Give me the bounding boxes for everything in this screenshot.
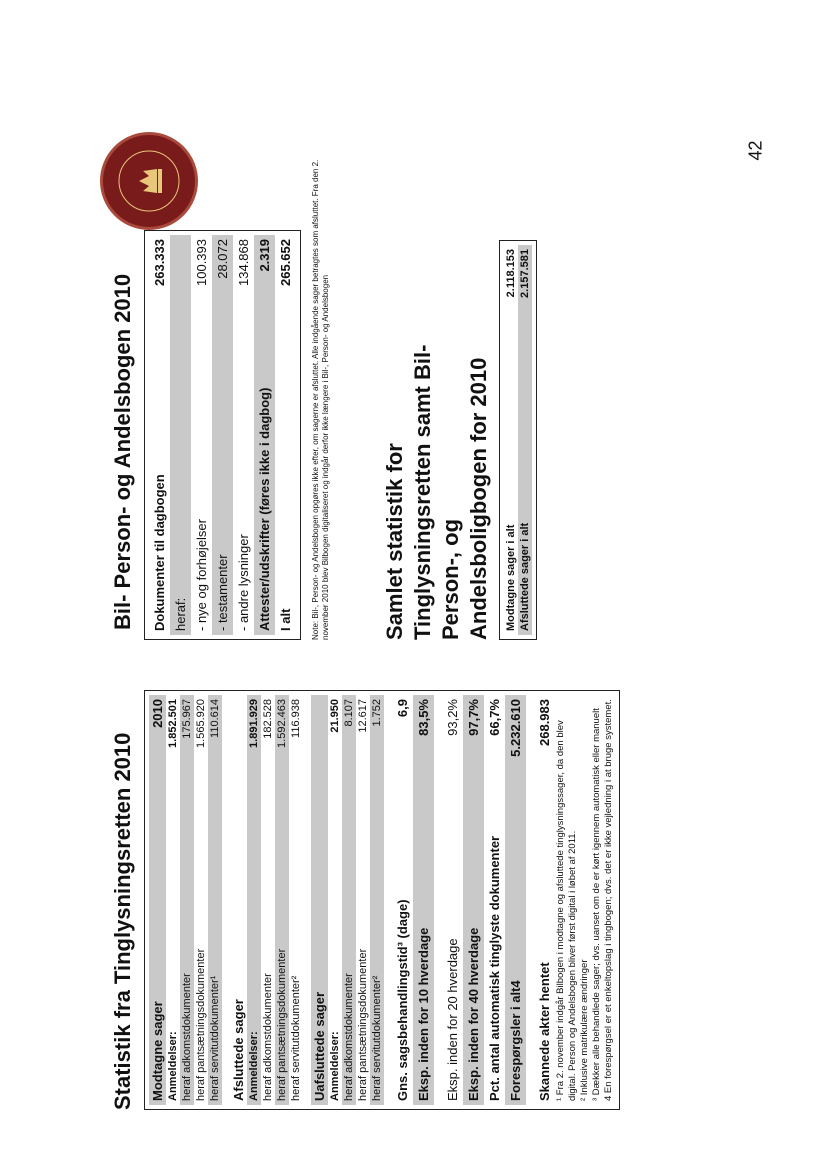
row-label: heraf pantsætningsdokumenter — [195, 948, 207, 1101]
modtagne-label: Modtagne sager — [150, 1001, 165, 1101]
table-row — [275, 235, 296, 635]
afsluttede-header — [230, 695, 247, 1105]
table-row — [254, 235, 275, 635]
row-label: heraf pantsætningsdokumenter — [276, 948, 288, 1101]
table-row — [170, 235, 191, 635]
row-label: heraf servitutdokumenter² — [290, 975, 302, 1101]
row-value: 110.614 — [209, 699, 221, 738]
afsluttede-label: Afsluttede sager — [231, 999, 246, 1101]
row-value: 12.617 — [357, 699, 369, 733]
table-row — [356, 695, 370, 1105]
row-label: I alt — [278, 608, 293, 631]
row-value: 2.319 — [257, 239, 272, 272]
pct-label: Pct. antal automatisk tinglyste dokumenter — [487, 835, 502, 1101]
table-row — [342, 695, 356, 1105]
row-value: 116.938 — [290, 699, 302, 738]
year-label: 2010 — [150, 699, 165, 728]
row-value: 265.652 — [278, 239, 293, 286]
table-row — [208, 695, 222, 1105]
samlet-section — [381, 249, 537, 640]
row-label: Modtagne sager i alt — [505, 524, 517, 631]
row-value: 134.868 — [236, 239, 251, 286]
eksp10-value: 83,5% — [416, 699, 431, 736]
foresp-row — [505, 695, 526, 1105]
afsluttede-rows — [247, 695, 303, 1105]
row-value: 1.891.929 — [248, 699, 260, 748]
eksp20-value: 93,2% — [445, 699, 460, 736]
eksp20-row — [442, 695, 463, 1105]
row-label: heraf servitutdokumenter¹ — [209, 975, 221, 1101]
row-value: 21.950 — [329, 699, 341, 733]
row-value: 1.565.920 — [195, 699, 207, 748]
pct-row — [484, 695, 505, 1105]
eksp40-label: Eksp. inden for 40 hverdage — [466, 927, 481, 1101]
table-row — [289, 695, 303, 1105]
row-label: Anmeldelser: — [167, 1031, 179, 1101]
row-value: 28.072 — [215, 239, 230, 279]
tinglysning-table — [144, 690, 620, 1110]
row-label: Anmeldelser: — [248, 1031, 260, 1101]
row-label: heraf adkomstdokumenter — [262, 973, 274, 1101]
skannede-value: 268.983 — [537, 699, 552, 746]
row-value: 1.752 — [371, 699, 383, 727]
footnotes — [555, 695, 615, 1105]
table-row — [370, 695, 384, 1105]
row-label: Attester/udskrifter (føres ikke i dagbog) — [257, 387, 272, 631]
row-label: - andre lysninger — [236, 534, 251, 631]
eksp20-label: Eksp. inden for 20 hverdage — [445, 938, 460, 1101]
table-row — [275, 695, 289, 1105]
samlet-rows — [504, 245, 532, 635]
row-value: 182.528 — [262, 699, 274, 739]
samlet-title: Samlet statistik for Tinglysningsretten samt Bil- Person-, og Andelsboligbogen for 2010 — [382, 344, 491, 640]
table-row — [180, 695, 194, 1105]
footnote: 4 En forespørgsel er et enkeltopslag i tingbogen; dvs. det er ikke vejledning i at bruge systemet. — [603, 699, 614, 1101]
page-number: 42 — [745, 140, 766, 161]
table-row — [504, 245, 518, 635]
table-row — [328, 695, 342, 1105]
table-row — [166, 695, 180, 1105]
foresp-label: Forespørgsler i alt4 — [508, 980, 523, 1101]
footnote: ³ Dækker alle behandlede sager; dvs. uanset om de er kørt igennem automatisk eller manuelt — [591, 708, 602, 1101]
row-label: Anmeldelser: — [329, 1031, 341, 1101]
table-row — [233, 235, 254, 635]
bil-rows — [149, 235, 296, 635]
samlet-table — [499, 240, 537, 640]
row-value: 2.118.153 — [505, 249, 517, 298]
modtagne-header — [149, 695, 166, 1105]
modtagne-rows — [166, 695, 222, 1105]
bilbog-note: Note: Bil-, Person- og Andelsbogen opgøres ikke efter, om sagerne er afsluttet. Alle indgående sager betragtes som afsluttet. Fra den 2. november 2010 blev Bilbogen digitaliseret og indgår derfor ikke længere i Bil-, Person- og Andelsbogen — [311, 159, 330, 640]
row-value: 2.157.581 — [519, 249, 531, 298]
table-row — [191, 235, 212, 635]
row-value: 263.333 — [152, 239, 167, 286]
row-value: 1.592.463 — [276, 699, 288, 748]
row-label: - nye og forhøjelser — [194, 519, 209, 631]
table-row — [261, 695, 275, 1105]
row-value: 8.107 — [343, 699, 355, 727]
table-row — [212, 235, 233, 635]
footnote: ² Inklusive matrikulære ændringer — [579, 959, 590, 1101]
row-label: heraf pantsætningsdokumenter — [357, 948, 369, 1101]
pct-value: 66,7% — [487, 699, 502, 736]
gns-value: 6,9 — [395, 699, 410, 718]
eksp40-row — [463, 695, 484, 1105]
domstolsstyrelsen-seal — [100, 132, 198, 230]
row-value: 100.393 — [194, 239, 209, 286]
row-label: heraf adkomstdokumenter — [181, 973, 193, 1101]
skannede-row — [534, 695, 555, 1105]
row-value: 1.852.501 — [167, 699, 179, 748]
row-label: heraf adkomstdokumenter — [343, 973, 355, 1101]
foresp-value: 5.232.610 — [508, 699, 523, 757]
skannede-label: Skannede akter hentet — [537, 962, 552, 1101]
row-label: Dokumenter til dagbogen — [152, 474, 167, 631]
table-row — [247, 695, 261, 1105]
crown-icon — [109, 141, 189, 221]
uafsluttede-header — [311, 695, 328, 1105]
row-label: - testamenter — [215, 554, 230, 631]
left-column — [110, 690, 620, 1110]
eksp10-label: Eksp. inden for 10 hverdage — [416, 927, 431, 1101]
eksp10-row — [413, 695, 434, 1105]
table-row — [194, 695, 208, 1105]
rotated-content — [110, 90, 750, 1110]
row-value: 175.967 — [181, 699, 193, 739]
uafsluttede-rows — [328, 695, 384, 1105]
row-label: heraf servitutdokumenter² — [371, 975, 383, 1101]
eksp40-value: 97,7% — [466, 699, 481, 736]
footnote: ¹ Fra 2. november indgår Bilbogen i modtagne og afsluttede tinglysningssager, da den blev digital. Person og Andelsbogen bliver først digital i løbet af 2011. — [555, 720, 578, 1101]
bilbog-table — [144, 230, 301, 640]
left-title: Statistik fra Tinglysningsretten 2010 — [110, 732, 135, 1110]
table-row — [149, 235, 170, 635]
gns-label: Gns. sagsbehandlingstid³ (dage) — [395, 899, 410, 1101]
right-title: Bil- Person- og Andelsbogen 2010 — [110, 273, 135, 630]
row-label: Afsluttede sager i alt — [519, 522, 531, 631]
gns-row — [392, 695, 413, 1105]
row-label: heraf: — [173, 597, 188, 631]
uafsluttede-label: Uafsluttede sager — [312, 991, 327, 1101]
table-row — [518, 245, 532, 635]
